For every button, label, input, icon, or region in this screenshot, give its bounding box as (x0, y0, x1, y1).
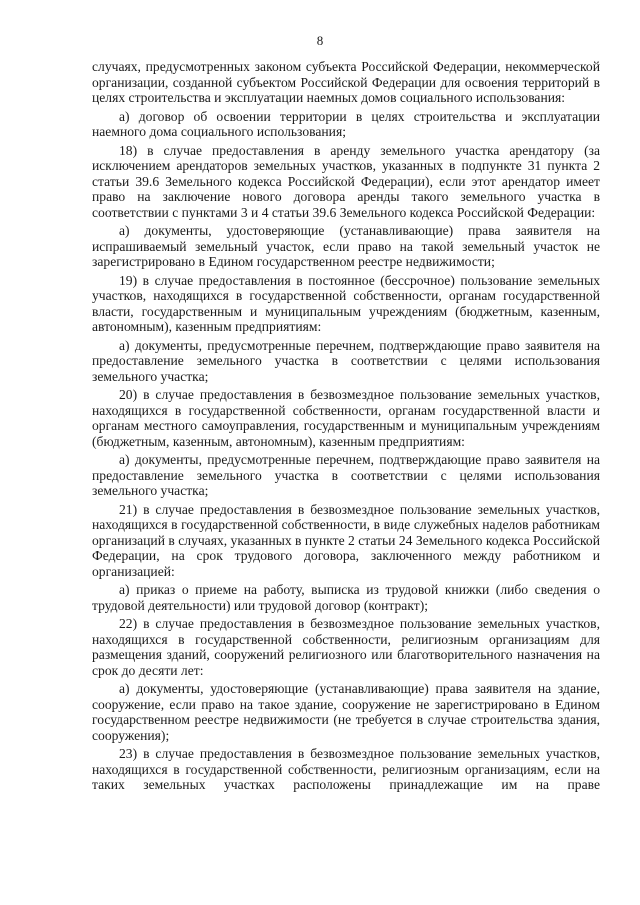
paragraph: 22) в случае предоставления в безвозмездное пользование земельных участков, находящихся в государственной собственности, религиозным организациям для размещения зданий, сооружений религиозного или благотворительного назначения на срок до десяти лет: (92, 616, 600, 678)
paragraph: 19) в случае предоставления в постоянное (бессрочное) пользование земельных участков, находящихся в государственной собственности, органам государственной власти, государственным и муниципальным учреждениям (бюджетным, казенным, автономным), казенным предприятиям: (92, 272, 600, 334)
paragraph: а) документы, удостоверяющие (устанавливающие) права заявителя на здание, сооружение, если право на такое здание, сооружение не зарегистрировано в Едином государственном реестре недвижимости (не требуется в случае строительства здания, сооружения); (92, 681, 600, 743)
paragraph: 23) в случае предоставления в безвозмездное пользование земельных участков, находящихся в государственной собственности, религиозным организациям, если на таких земельных участках расположены принадлежащие им на праве (92, 746, 600, 792)
paragraph: 20) в случае предоставления в безвозмездное пользование земельных участков, находящихся в государственной собственности, органам государственной власти и органам местного самоуправления, государственным и муниципальным учреждениям (бюджетным, казенным, автономным), казенным предприятиям: (92, 387, 600, 449)
document-body (92, 59, 600, 796)
paragraph: а) договор об освоении территории в целях строительства и эксплуатации наемного дома социального использования; (92, 108, 600, 139)
paragraph: 18) в случае предоставления в аренду земельного участка арендатору (за исключением арендаторов земельных участков, указанных в подпункте 31 пункта 2 статьи 39.6 Земельного кодекса Российской Федерации), если этот арендатор имеет право на заключение нового договора аренды такого земельного участка в соответствии с пунктами 3 и 4 статьи 39.6 Земельного кодекса Российской Федерации: (92, 142, 600, 220)
paragraph: а) документы, предусмотренные перечнем, подтверждающие право заявителя на предоставление земельного участка в соответствии с целями использования земельного участка; (92, 452, 600, 498)
paragraph: а) приказ о приеме на работу, выписка из трудовой книжки (либо сведения о трудовой деятельности) или трудовой договор (контракт); (92, 582, 600, 613)
page-number: 8 (316, 33, 324, 48)
paragraph: а) документы, удостоверяющие (устанавливающие) права заявителя на испрашиваемый земельный участок, если право на такой земельный участок не зарегистрировано в Едином государственном реестре недвижимости; (92, 223, 600, 269)
paragraph: а) документы, предусмотренные перечнем, подтверждающие право заявителя на предоставление земельного участка в соответствии с целями использования земельного участка; (92, 337, 600, 384)
paragraph: 21) в случае предоставления в безвозмездное пользование земельных участков, находящихся в государственной собственности, в виде служебных наделов работникам организаций в случаях, указанных в пункте 2 статьи 24 Земельного кодекса Российской Федерации, на срок трудового договора, заключенного между работником и организацией: (92, 501, 600, 579)
paragraph: случаях, предусмотренных законом субъекта Российской Федерации, некоммерческой организации, созданной субъектом Российской Федерации для освоения территорий в целях строительства и эксплуатации наемных домов социального использования: (92, 59, 600, 105)
